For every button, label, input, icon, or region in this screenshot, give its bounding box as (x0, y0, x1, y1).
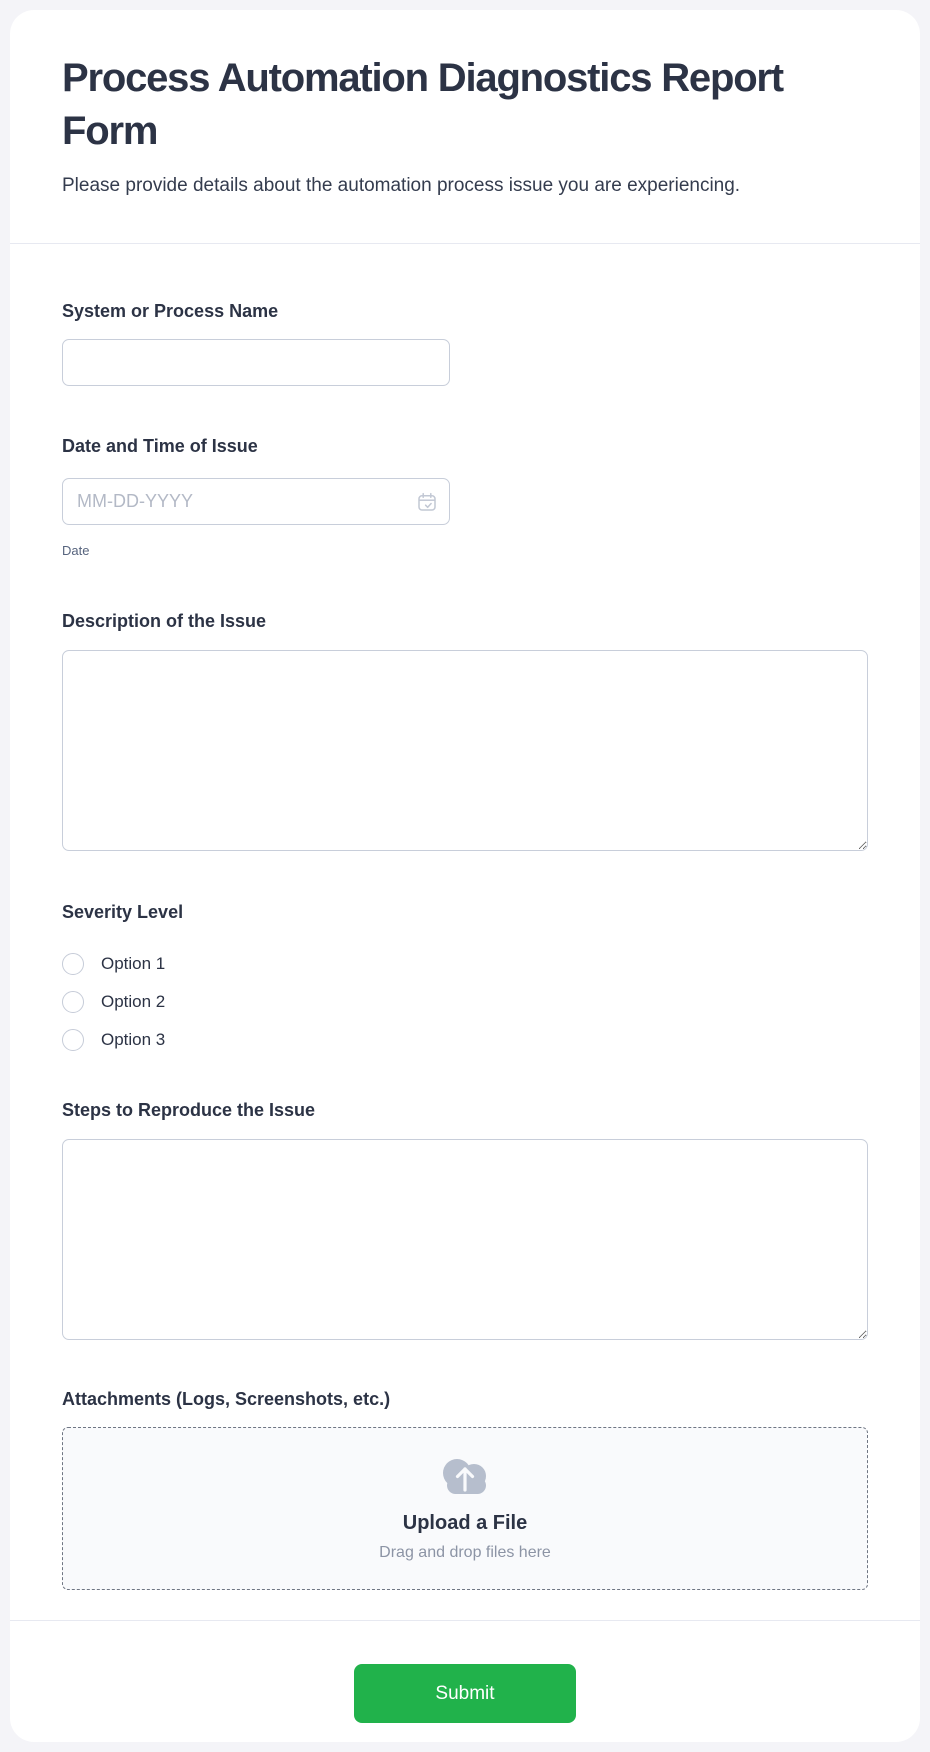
radio-label: Option 2 (101, 991, 166, 1011)
description-label: Description of the Issue (62, 610, 267, 631)
steps-textarea[interactable] (62, 1139, 868, 1340)
date-input[interactable] (62, 478, 450, 525)
form-card (10, 10, 920, 1742)
upload-title: Upload a File (402, 1512, 528, 1535)
form-body (10, 301, 920, 1590)
calendar-check-icon[interactable] (417, 492, 437, 512)
radio-icon (62, 1029, 84, 1051)
form-footer (10, 1621, 920, 1742)
upload-hint: Drag and drop files here (379, 1544, 551, 1562)
severity-label: Severity Level (62, 901, 184, 922)
date-sublabel: Date (62, 542, 90, 558)
upload-cloud-icon (436, 1454, 494, 1497)
form-header (10, 10, 920, 200)
attachments-label: Attachments (Logs, Screenshots, etc.) (62, 1388, 391, 1409)
submit-button[interactable]: Submit (354, 1664, 576, 1723)
steps-label: Steps to Reproduce the Issue (62, 1099, 316, 1120)
radio-label: Option 1 (101, 953, 166, 973)
severity-option-2[interactable] (62, 983, 165, 1021)
severity-option-3[interactable] (62, 1021, 165, 1059)
form-title: Process Automation Diagnostics Report Form (62, 56, 783, 154)
date-field (62, 478, 450, 525)
severity-option-1[interactable] (62, 945, 165, 983)
severity-radio-group (62, 945, 868, 1059)
description-textarea[interactable] (62, 650, 868, 851)
radio-label: Option 3 (101, 1029, 166, 1049)
system-name-input[interactable] (62, 339, 450, 386)
radio-icon (62, 953, 84, 975)
radio-icon (62, 991, 84, 1013)
header-divider (10, 243, 920, 244)
upload-dropzone[interactable] (62, 1427, 868, 1590)
form-subtitle: Please provide details about the automation process issue you are experiencing. (62, 175, 741, 197)
system-name-label: System or Process Name (62, 300, 279, 321)
date-label: Date and Time of Issue (62, 435, 258, 456)
